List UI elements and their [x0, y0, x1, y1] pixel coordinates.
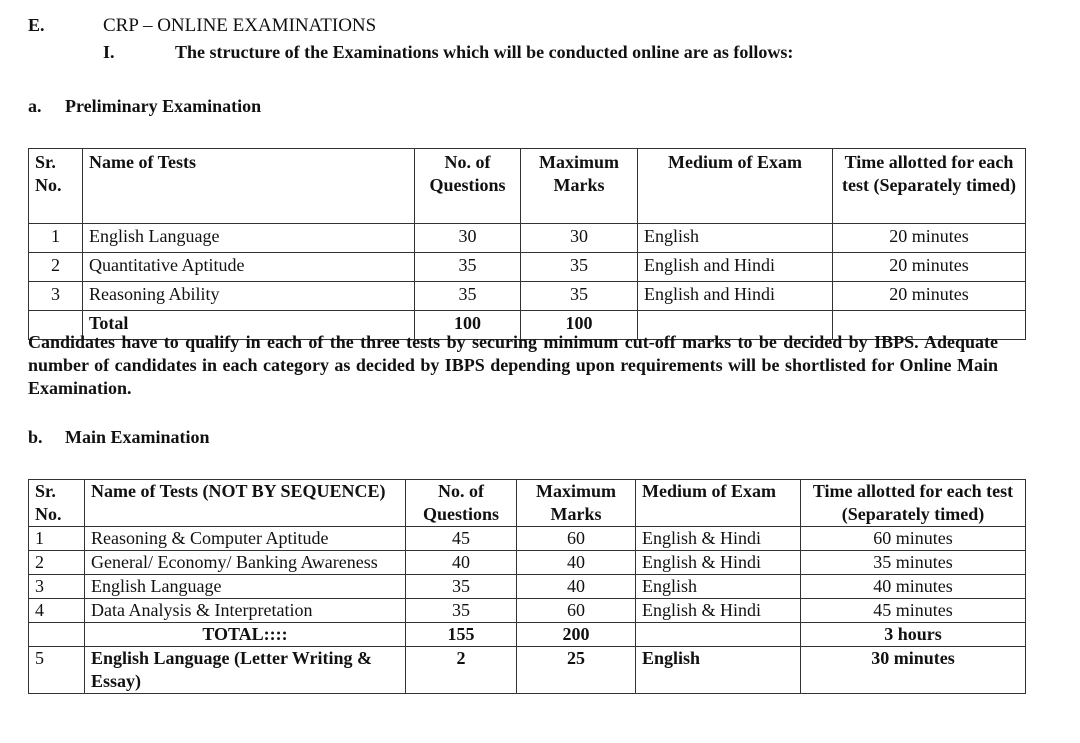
table-cell: 155 — [406, 623, 517, 647]
table-row — [29, 551, 1026, 575]
table-cell: 60 minutes — [801, 527, 1026, 551]
table-cell: 25 — [517, 647, 636, 694]
table-row — [29, 575, 1026, 599]
table-cell: English & Hindi — [636, 527, 801, 551]
table-cell: 30 minutes — [801, 647, 1026, 694]
main-table — [28, 479, 1026, 694]
table-cell: 20 minutes — [833, 282, 1026, 311]
table-cell — [29, 623, 85, 647]
table-header-row — [29, 480, 1026, 527]
table-cell: 20 minutes — [833, 224, 1026, 253]
table-cell: 45 minutes — [801, 599, 1026, 623]
prelim-title: Preliminary Examination — [65, 96, 262, 116]
table-cell: General/ Economy/ Banking Awareness — [85, 551, 406, 575]
table-cell: 4 — [29, 599, 85, 623]
table-cell: Time allotted for each test (Separately timed) — [801, 480, 1026, 527]
table-cell: Sr. No. — [29, 149, 83, 224]
main-label: b. — [28, 427, 43, 447]
table-cell: English Language — [85, 575, 406, 599]
table-cell: Maximum Marks — [517, 480, 636, 527]
table-cell: 2 — [29, 253, 83, 282]
table-row — [29, 253, 1026, 282]
table-cell: Name of Tests — [83, 149, 415, 224]
prelim-label: a. — [28, 96, 42, 116]
table-cell: 35 — [521, 253, 638, 282]
table-cell: 1 — [29, 224, 83, 253]
table-row — [29, 623, 1026, 647]
table-cell: English and Hindi — [638, 253, 833, 282]
table-cell: 60 — [517, 527, 636, 551]
table-cell: 1 — [29, 527, 85, 551]
table-cell: 3 — [29, 282, 83, 311]
table-cell: Reasoning Ability — [83, 282, 415, 311]
table-cell: 35 — [406, 599, 517, 623]
table-cell: 20 minutes — [833, 253, 1026, 282]
table-cell: 30 — [521, 224, 638, 253]
table-row — [29, 647, 1026, 694]
table-cell: 100 — [415, 311, 521, 340]
table-cell: 200 — [517, 623, 636, 647]
table-cell: Reasoning & Computer Aptitude — [85, 527, 406, 551]
table-cell: Name of Tests (NOT BY SEQUENCE) — [85, 480, 406, 527]
table-cell: 40 — [517, 551, 636, 575]
table-cell: 35 — [415, 282, 521, 311]
table-cell: 2 — [406, 647, 517, 694]
table-cell: 35 — [406, 575, 517, 599]
table-cell: TOTAL:::: — [85, 623, 406, 647]
table-cell: 35 — [521, 282, 638, 311]
table-cell: English & Hindi — [636, 551, 801, 575]
table-cell: English & Hindi — [636, 599, 801, 623]
table-cell: English and Hindi — [638, 282, 833, 311]
table-cell: 30 — [415, 224, 521, 253]
table-cell: 100 — [521, 311, 638, 340]
table-row — [29, 224, 1026, 253]
table-cell — [636, 623, 801, 647]
table-row — [29, 527, 1026, 551]
table-cell: Medium of Exam — [636, 480, 801, 527]
table-row — [29, 599, 1026, 623]
table-cell: English — [636, 647, 801, 694]
table-cell: No. of Questions — [415, 149, 521, 224]
table-row — [29, 282, 1026, 311]
table-cell: Medium of Exam — [638, 149, 833, 224]
table-cell: English Language — [83, 224, 415, 253]
table-cell: 40 — [517, 575, 636, 599]
table-cell: 35 minutes — [801, 551, 1026, 575]
subsection-text: The structure of the Examinations which will be conducted online are as follows: — [175, 42, 794, 62]
table-cell: 40 — [406, 551, 517, 575]
table-cell: 3 hours — [801, 623, 1026, 647]
prelim-table — [28, 148, 1026, 340]
table-cell: English — [638, 224, 833, 253]
subsection-number: I. — [103, 42, 115, 62]
table-cell: 40 minutes — [801, 575, 1026, 599]
table-cell: 45 — [406, 527, 517, 551]
table-cell: Quantitative Aptitude — [83, 253, 415, 282]
table-cell: Total — [83, 311, 415, 340]
table-cell: English — [636, 575, 801, 599]
table-cell: 2 — [29, 551, 85, 575]
table-cell: Time allotted for each test (Separately timed) — [833, 149, 1026, 224]
table-cell: 3 — [29, 575, 85, 599]
table-cell: 5 — [29, 647, 85, 694]
table-cell: 35 — [415, 253, 521, 282]
table-cell: Data Analysis & Interpretation — [85, 599, 406, 623]
prelim-note: Candidates have to qualify in each of the three tests by securing minimum cut-off marks to be decided by IBPS. Adequate number of candidates in each category as decided by IBPS depending upon requirements will be shortlisted for Online Main Examination. — [28, 332, 998, 398]
table-cell: No. of Questions — [406, 480, 517, 527]
section-title: CRP – ONLINE EXAMINATIONS — [103, 15, 377, 36]
table-cell: English Language (Letter Writing & Essay) — [85, 647, 406, 694]
main-title: Main Examination — [65, 427, 210, 447]
table-header-row — [29, 149, 1026, 224]
table-cell: 60 — [517, 599, 636, 623]
table-cell: Maximum Marks — [521, 149, 638, 224]
table-cell: Sr. No. — [29, 480, 85, 527]
section-letter: E. — [28, 15, 45, 35]
